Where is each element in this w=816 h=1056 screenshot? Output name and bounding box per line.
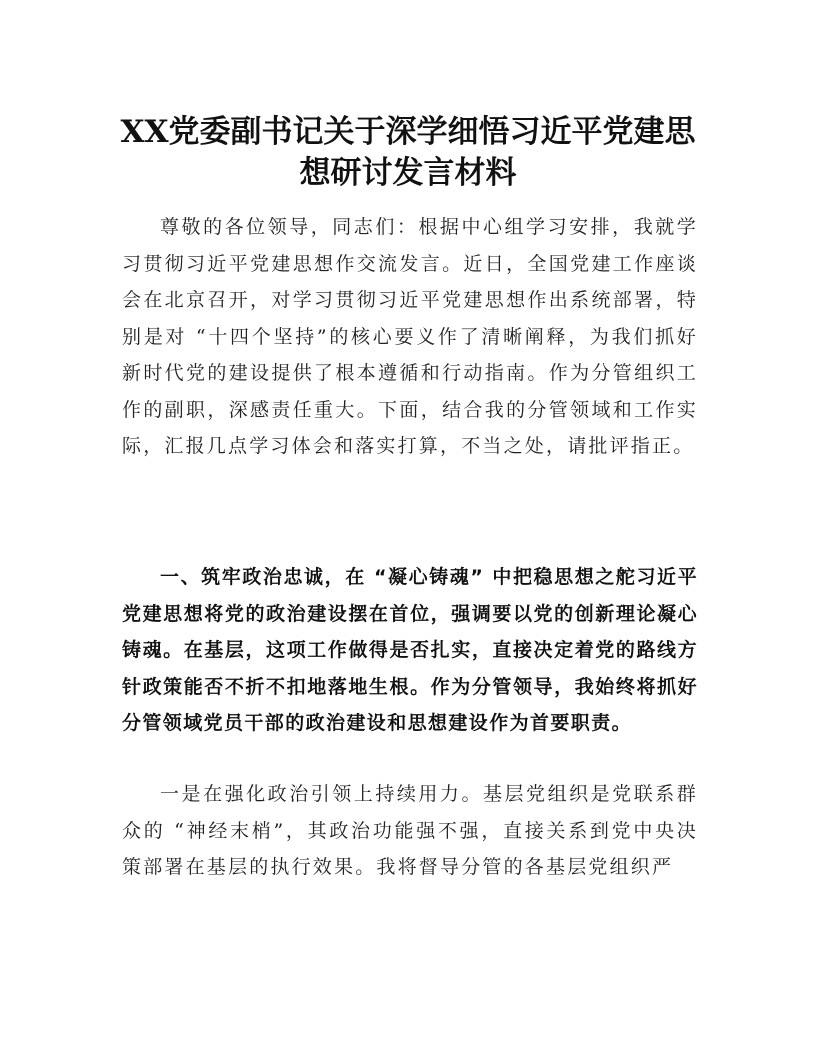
opening-paragraph: 尊敬的各位领导，同志们：根据中心组学习安排，我就学习贯彻习近平党建思想作交流发言。近日，全国党建工作座谈会在北京召开，对学习贯彻习近平党建思想作出系统部署，特别是对 “十四个坚持”的核心要义作了清晰阐释，为我们抓好新时代党的建设提供了根本遵循和行动指南。作为分管组织工作的副职，深感责任重大。下面，结合我的分管领域和工作实际，汇报几点学习体会和落实打算，不当之处，请批评指正。 [122, 216, 698, 457]
section-one-paragraph: 一、筑牢政治忠诚，在 “凝心铸魂” 中把稳思想之舵习近平党建思想将党的政治建设摆在首位，强调要以党的创新理论凝心铸魂。在基层，这项工作做得是否扎实，直接决定着党的路线方针政策能否不折不扣地落地生根。作为分管领导，我始终将抓好分管领域党员干部的政治建设和思想建设作为首要职责。 [122, 566, 698, 734]
document-title: XX党委副书记关于深学细悟习近平党建思想研讨发言材料 [120, 114, 696, 191]
point-one-paragraph: 一是在强化政治引领上持续用力。基层党组织是党联系群众的 “神经末梢”，其政治功能强不强，直接关系到党中央决策部署在基层的执行效果。我将督导分管的各基层党组织严 [122, 783, 698, 878]
